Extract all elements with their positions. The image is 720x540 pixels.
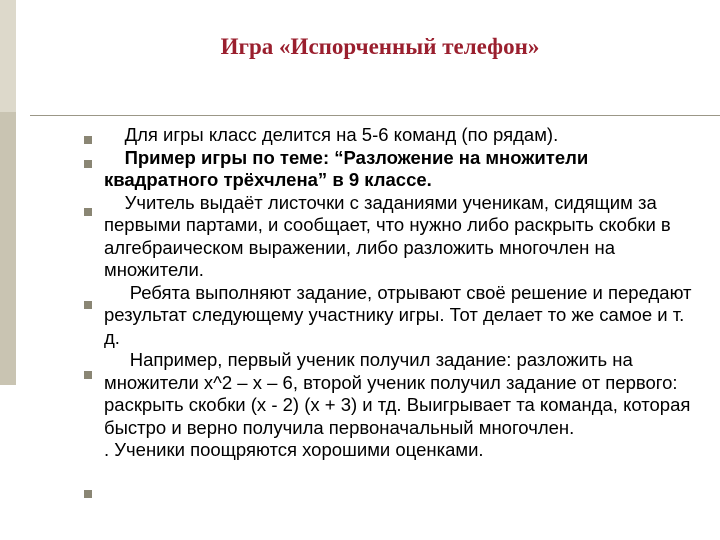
bullet-marker-icon <box>84 160 92 168</box>
paragraph-teacher-task: Учитель выдаёт листочки с заданиями ученикам, сидящим за первыми партами, и сообщает, что нужно либо раскрыть скобки в алгебраическом выражении, либо разложить многочлен на множители. <box>104 191 676 280</box>
title-divider <box>30 115 720 116</box>
paragraph-example-game: Например, первый ученик получил задание: разложить на множители х^2 – х – 6, второй ученик получил задание от первого: раскрыть скобки (х - 2) (х + 3) и тд. Выигрывает та команда, которая быстро и верно получила первоначальный многочлен. <box>104 349 696 438</box>
slide-body <box>104 124 704 462</box>
paragraph-teams: Для игры класс делится на 5-6 команд (по рядам). <box>104 124 559 145</box>
bullet-marker-icon <box>84 136 92 144</box>
bullet-marker-icon <box>84 371 92 379</box>
paragraph-rewards: . Ученики поощряются хорошими оценками. <box>104 439 484 460</box>
bullet-marker-icon <box>84 301 92 309</box>
paragraph-pass-result: Ребята выполняют задание, отрывают своё решение и передают результат следующему участнику игры. Тот делает то же самое и т. д. <box>104 281 697 348</box>
slide-title: Игра «Испорченный телефон» <box>220 34 540 59</box>
bullet-marker-icon <box>84 490 92 498</box>
paragraph-example-topic: Пример игры по теме: “Разложение на множители квадратного трёхчлена” в 9 классе. <box>104 146 594 190</box>
bullet-marker-icon <box>84 208 92 216</box>
